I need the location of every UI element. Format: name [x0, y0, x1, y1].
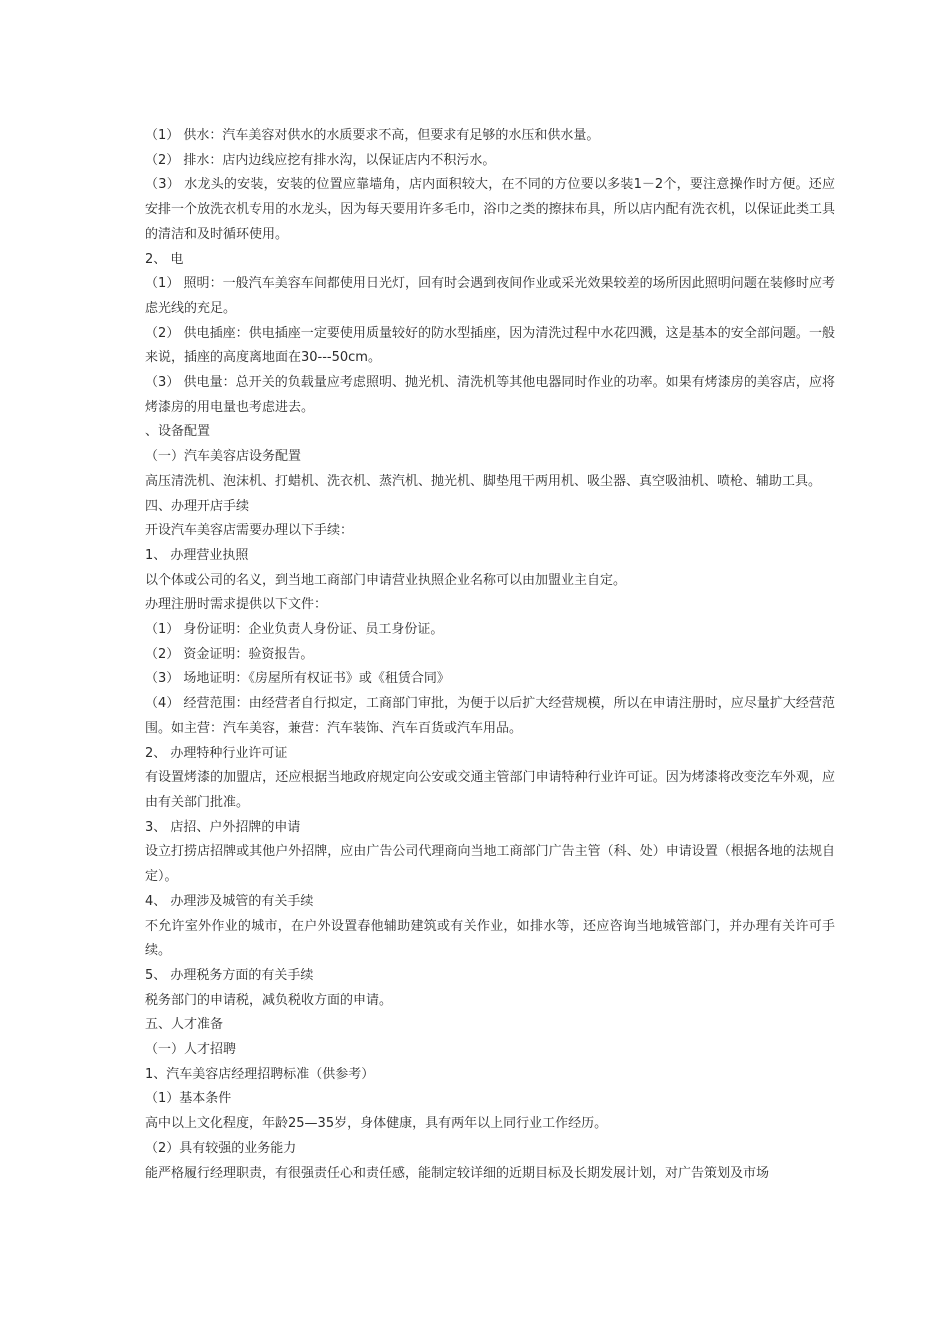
paragraph-tax: 税务部门的申请税，减负税收方面的申请。: [145, 992, 393, 1008]
heading-talent: 五、人才准备: [145, 1017, 224, 1033]
paragraph-registration-documents: 办理注册时需求提供以下文件：: [145, 597, 328, 613]
paragraph-procedures-intro: 开设汽车美容店需要办理以下手续：: [145, 523, 354, 539]
paragraph-special-permit: 有设置烤漆的加盟店，还应根据当地政府规定向公安或交通主管部门申请特种行业许可证。因为烤漆将改变汔车外观，应由有关部门批准。: [145, 770, 835, 810]
paragraph-business-ability: 能严格履行经理职责，有很强责任心和责任感，能制定较详细的近期目标及长期发展计划，对广告策划及市场: [145, 1165, 770, 1181]
paragraph-identity-proof: （1） 身份证明：企业负责人身份证、员工身份证。: [145, 622, 444, 638]
paragraph-drainage: （2） 排水：店内边线应挖有排水沟，以保证店内不积污水。: [145, 152, 496, 168]
paragraph-business-scope: （4） 经营范围：由经营者自行拟定，工商部门审批，为便于以后扩大经营规模，所以在申请注册时，应尽量扩大经营范围。如主营：汽车美容，兼营：汽车装饰、汽车百货或汽车用品。: [145, 696, 835, 736]
subheading-equipment-config: （一）汽车美容店设务配置: [145, 449, 302, 465]
subheading-manager-criteria: 1、汽车美容店经理招聘标准（供参考）: [145, 1066, 375, 1082]
paragraph-basic-conditions: 高中以上文化程度，年龄25—35岁，身体健康，具有两年以上同行业工作经历。: [145, 1116, 608, 1132]
paragraph-signboard: 设立打捞店招牌或其他户外招牌，应由广告公司代理商向当地工商部门广告主管（科、处）申请设置（根据各地的法规自定）。: [145, 844, 835, 885]
paragraph-capital-proof: （2） 资金证明：验资报告。: [145, 646, 314, 662]
subheading-special-permit: 2、 办理特种行业许可证: [145, 745, 288, 761]
subheading-recruitment: （一）人才招聘: [145, 1042, 237, 1058]
subheading-business-license: 1、 办理营业执照: [145, 547, 249, 563]
subheading-signboard: 3、 店招、户外招牌的申请: [145, 819, 301, 835]
paragraph-lighting: （1） 照明：一般汽车美容车间都使用日光灯，回有时会遇到夜间作业或采光效果较差的场所因此照明问题在装修时应考虑光线的充足。: [145, 276, 835, 316]
paragraph-business-license: 以个体或公司的名义，到当地工商部门申请营业执照企业名称可以由加盟业主自定。: [145, 572, 627, 588]
heading-equipment: 、设备配置: [145, 424, 211, 440]
heading-electricity: 2、 电: [145, 251, 184, 267]
paragraph-power-capacity: （3） 供电量：总开关的负载量应考虑照明、抛光机、清洗机等其他电器同时作业的功率。如果有烤漆房的美容店，应将烤漆房的用电量也考虑进去。: [145, 375, 835, 415]
subheading-basic-conditions: （1）基本条件: [145, 1091, 232, 1107]
subheading-tax: 5、 办理税务方面的有关手续: [145, 967, 314, 983]
heading-opening-procedures: 四、办理开店手续: [145, 498, 250, 514]
subheading-business-ability: （2）具有较强的业务能力: [145, 1140, 297, 1156]
paragraph-city-management: 不允许室外作业的城市，在户外设置春他辅助建筑或有关作业，如排水等，还应咨询当地城管部门，并办理有关许可手续。: [145, 918, 835, 959]
paragraph-equipment-list: 高压清洗机、泡沫机、打蜡机、洗衣机、蒸汽机、抛光机、脚垫甩干两用机、吸尘器、真空吸油机、喷枪、辅助工具。: [145, 473, 822, 489]
document-body: [145, 124, 835, 1186]
paragraph-faucet-installation: （3） 水龙头的安装，安装的位置应靠墙角，店内面积较大，在不同的方位要以多装1－2个，要注意操作时方便。还应安排一个放洗衣机专用的水龙头，因为每天要用许多毛巾，浴巾之类的擦抹布具，所以店内配有洗衣机，以保证此类工具的清洁和及时循环使用。: [145, 177, 835, 242]
paragraph-power-sockets: （2） 供电插座：供电插座一定要使用质量较好的防水型插座，因为清洗过程中水花四溅，这是基本的安全部问题。一般来说，插座的高度离地面在30---50cm。: [145, 325, 835, 366]
paragraph-premises-proof: （3） 场地证明：《房屋所有权证书》或《租赁合同》: [145, 671, 450, 687]
subheading-city-management: 4、 办理涉及城管的有关手续: [145, 893, 314, 909]
paragraph-water-supply: （1） 供水：汽车美容对供水的水质要求不高，但要求有足够的水压和供水量。: [145, 128, 600, 143]
